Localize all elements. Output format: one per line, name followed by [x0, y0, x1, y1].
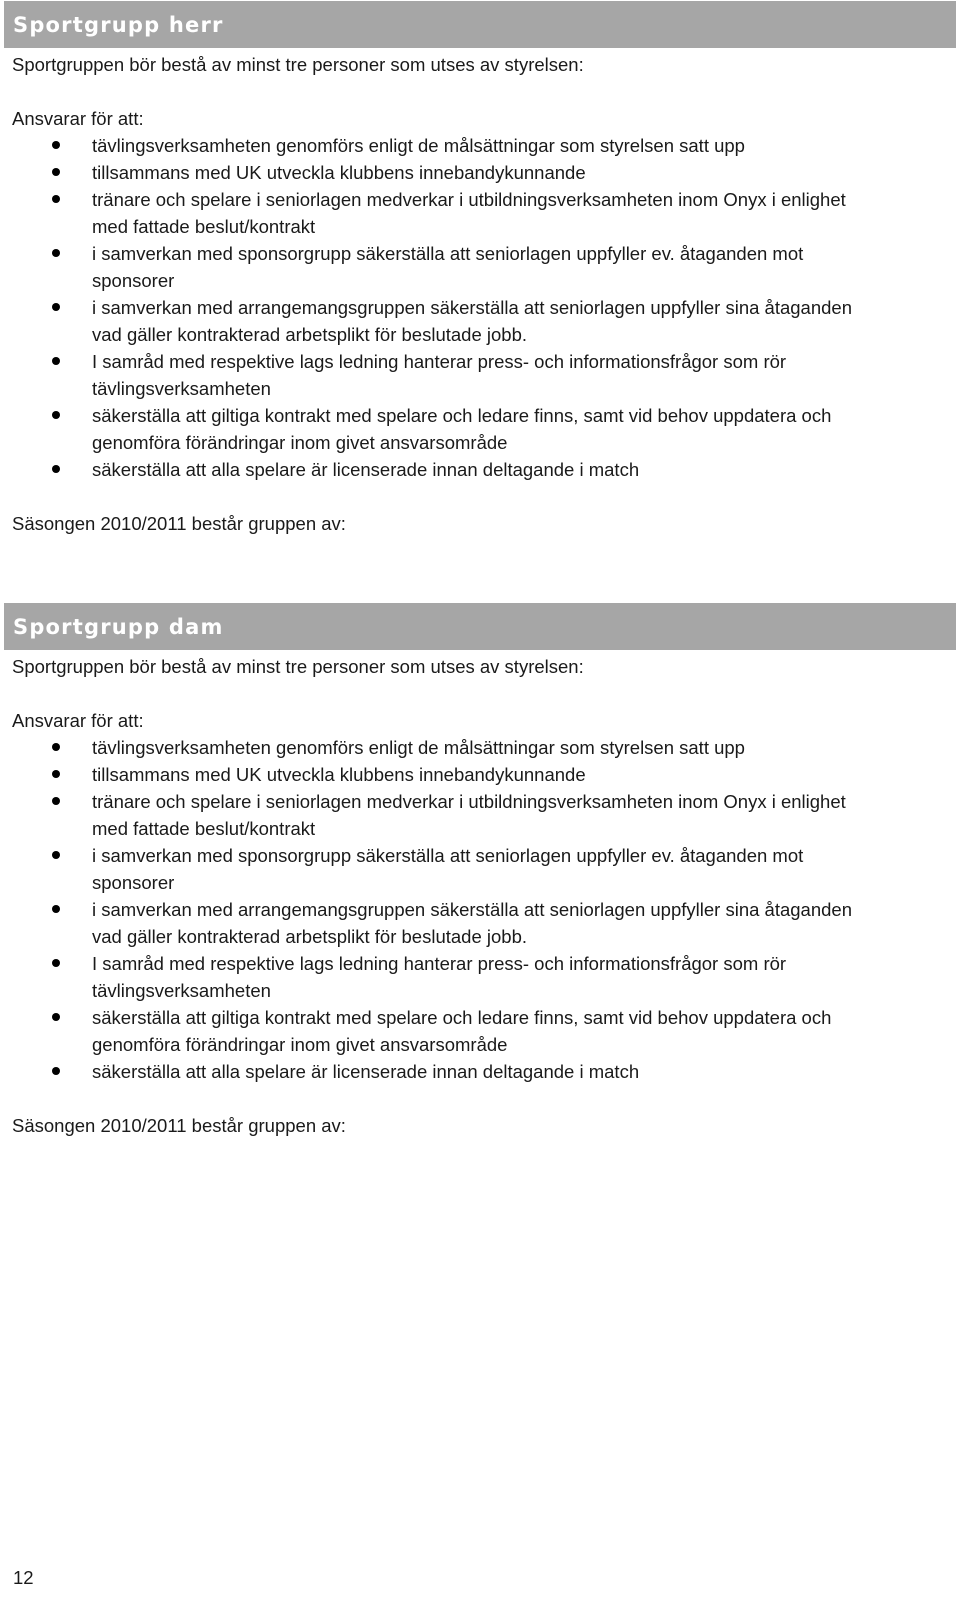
- list-item: [0, 159, 960, 186]
- bullet-icon: [52, 357, 60, 365]
- section-intro: Sportgruppen bör bestå av minst tre personer som utses av styrelsen:: [12, 54, 584, 75]
- bullet-icon: [52, 141, 60, 149]
- list-item-line: säkerställa att giltiga kontrakt med spelare och ledare finns, samt vid behov uppdatera och: [92, 405, 832, 426]
- list-item: [0, 896, 960, 950]
- list-item-line: säkerställa att giltiga kontrakt med spelare och ledare finns, samt vid behov uppdatera och: [92, 1007, 832, 1028]
- list-item-line: vad gäller kontrakterad arbetsplikt för beslutade jobb.: [92, 324, 528, 345]
- bullet-icon: [52, 1067, 60, 1075]
- bullet-icon: [52, 959, 60, 967]
- season-text: Säsongen 2010/2011 består gruppen av:: [12, 1115, 346, 1136]
- bullet-icon: [52, 411, 60, 419]
- section-heading: Sportgrupp herr: [13, 12, 224, 37]
- bullet-icon: [52, 770, 60, 778]
- bullet-icon: [52, 797, 60, 805]
- section-heading-bar: [4, 1, 956, 48]
- bullet-icon: [52, 303, 60, 311]
- list-item: [0, 186, 960, 240]
- bullet-icon: [52, 1013, 60, 1021]
- list-item: [0, 348, 960, 402]
- list-item-line: sponsorer: [92, 872, 175, 893]
- list-item-line: sponsorer: [92, 270, 175, 291]
- bullet-icon: [52, 195, 60, 203]
- responsibilities-label: Ansvarar för att:: [12, 710, 144, 731]
- list-item-line: genomföra förändringar inom givet ansvarsområde: [92, 432, 508, 453]
- season-text: Säsongen 2010/2011 består gruppen av:: [12, 513, 346, 534]
- list-item: [0, 1004, 960, 1058]
- responsibilities-label: Ansvarar för att:: [12, 108, 144, 129]
- list-item-line: tränare och spelare i seniorlagen medverkar i utbildningsverksamheten inom Onyx i enlighet: [92, 189, 846, 210]
- list-item: [0, 788, 960, 842]
- list-item-line: tävlingsverksamheten genomförs enligt de målsättningar som styrelsen satt upp: [92, 135, 745, 156]
- responsibility-list: [0, 734, 960, 1085]
- list-item: [0, 950, 960, 1004]
- list-item-line: tävlingsverksamheten: [92, 980, 271, 1001]
- list-item-line: med fattade beslut/kontrakt: [92, 818, 316, 839]
- list-item-line: tävlingsverksamheten genomförs enligt de målsättningar som styrelsen satt upp: [92, 737, 745, 758]
- bullet-icon: [52, 465, 60, 473]
- bullet-icon: [52, 905, 60, 913]
- bullet-icon: [52, 249, 60, 257]
- section-sportgrupp-herr: [0, 1, 960, 537]
- list-item-line: genomföra förändringar inom givet ansvarsområde: [92, 1034, 508, 1055]
- list-item: [0, 842, 960, 896]
- list-item: [0, 761, 960, 788]
- list-item-line: med fattade beslut/kontrakt: [92, 216, 316, 237]
- section-sportgrupp-dam: [0, 603, 960, 1139]
- list-item: [0, 294, 960, 348]
- list-item-line: tävlingsverksamheten: [92, 378, 271, 399]
- list-item: [0, 734, 960, 761]
- list-item-line: i samverkan med arrangemangsgruppen säkerställa att seniorlagen uppfyller sina åtaganden: [92, 297, 852, 318]
- list-item: [0, 402, 960, 456]
- list-item-line: tränare och spelare i seniorlagen medverkar i utbildningsverksamheten inom Onyx i enlighet: [92, 791, 846, 812]
- list-item: [0, 456, 960, 483]
- section-heading-bar: [4, 603, 956, 650]
- page-number: 12: [13, 1567, 34, 1588]
- list-item-line: säkerställa att alla spelare är licenserade innan deltagande i match: [92, 1061, 640, 1082]
- list-item-line: tillsammans med UK utveckla klubbens innebandykunnande: [92, 764, 586, 785]
- list-item-line: I samråd med respektive lags ledning hanterar press- och informationsfrågor som rör: [92, 953, 787, 974]
- list-item-line: i samverkan med sponsorgrupp säkerställa att seniorlagen uppfyller ev. åtaganden mot: [92, 845, 804, 866]
- list-item: [0, 240, 960, 294]
- bullet-icon: [52, 168, 60, 176]
- list-item-line: i samverkan med sponsorgrupp säkerställa att seniorlagen uppfyller ev. åtaganden mot: [92, 243, 804, 264]
- list-item-line: i samverkan med arrangemangsgruppen säkerställa att seniorlagen uppfyller sina åtaganden: [92, 899, 852, 920]
- bullet-icon: [52, 743, 60, 751]
- bullet-icon: [52, 851, 60, 859]
- list-item-line: vad gäller kontrakterad arbetsplikt för beslutade jobb.: [92, 926, 528, 947]
- section-intro: Sportgruppen bör bestå av minst tre personer som utses av styrelsen:: [12, 656, 584, 677]
- list-item-line: tillsammans med UK utveckla klubbens innebandykunnande: [92, 162, 586, 183]
- list-item: [0, 1058, 960, 1085]
- list-item: [0, 132, 960, 159]
- section-heading: Sportgrupp dam: [13, 614, 224, 639]
- list-item-line: I samråd med respektive lags ledning hanterar press- och informationsfrågor som rör: [92, 351, 787, 372]
- list-item-line: säkerställa att alla spelare är licenserade innan deltagande i match: [92, 459, 640, 480]
- responsibility-list: [0, 132, 960, 483]
